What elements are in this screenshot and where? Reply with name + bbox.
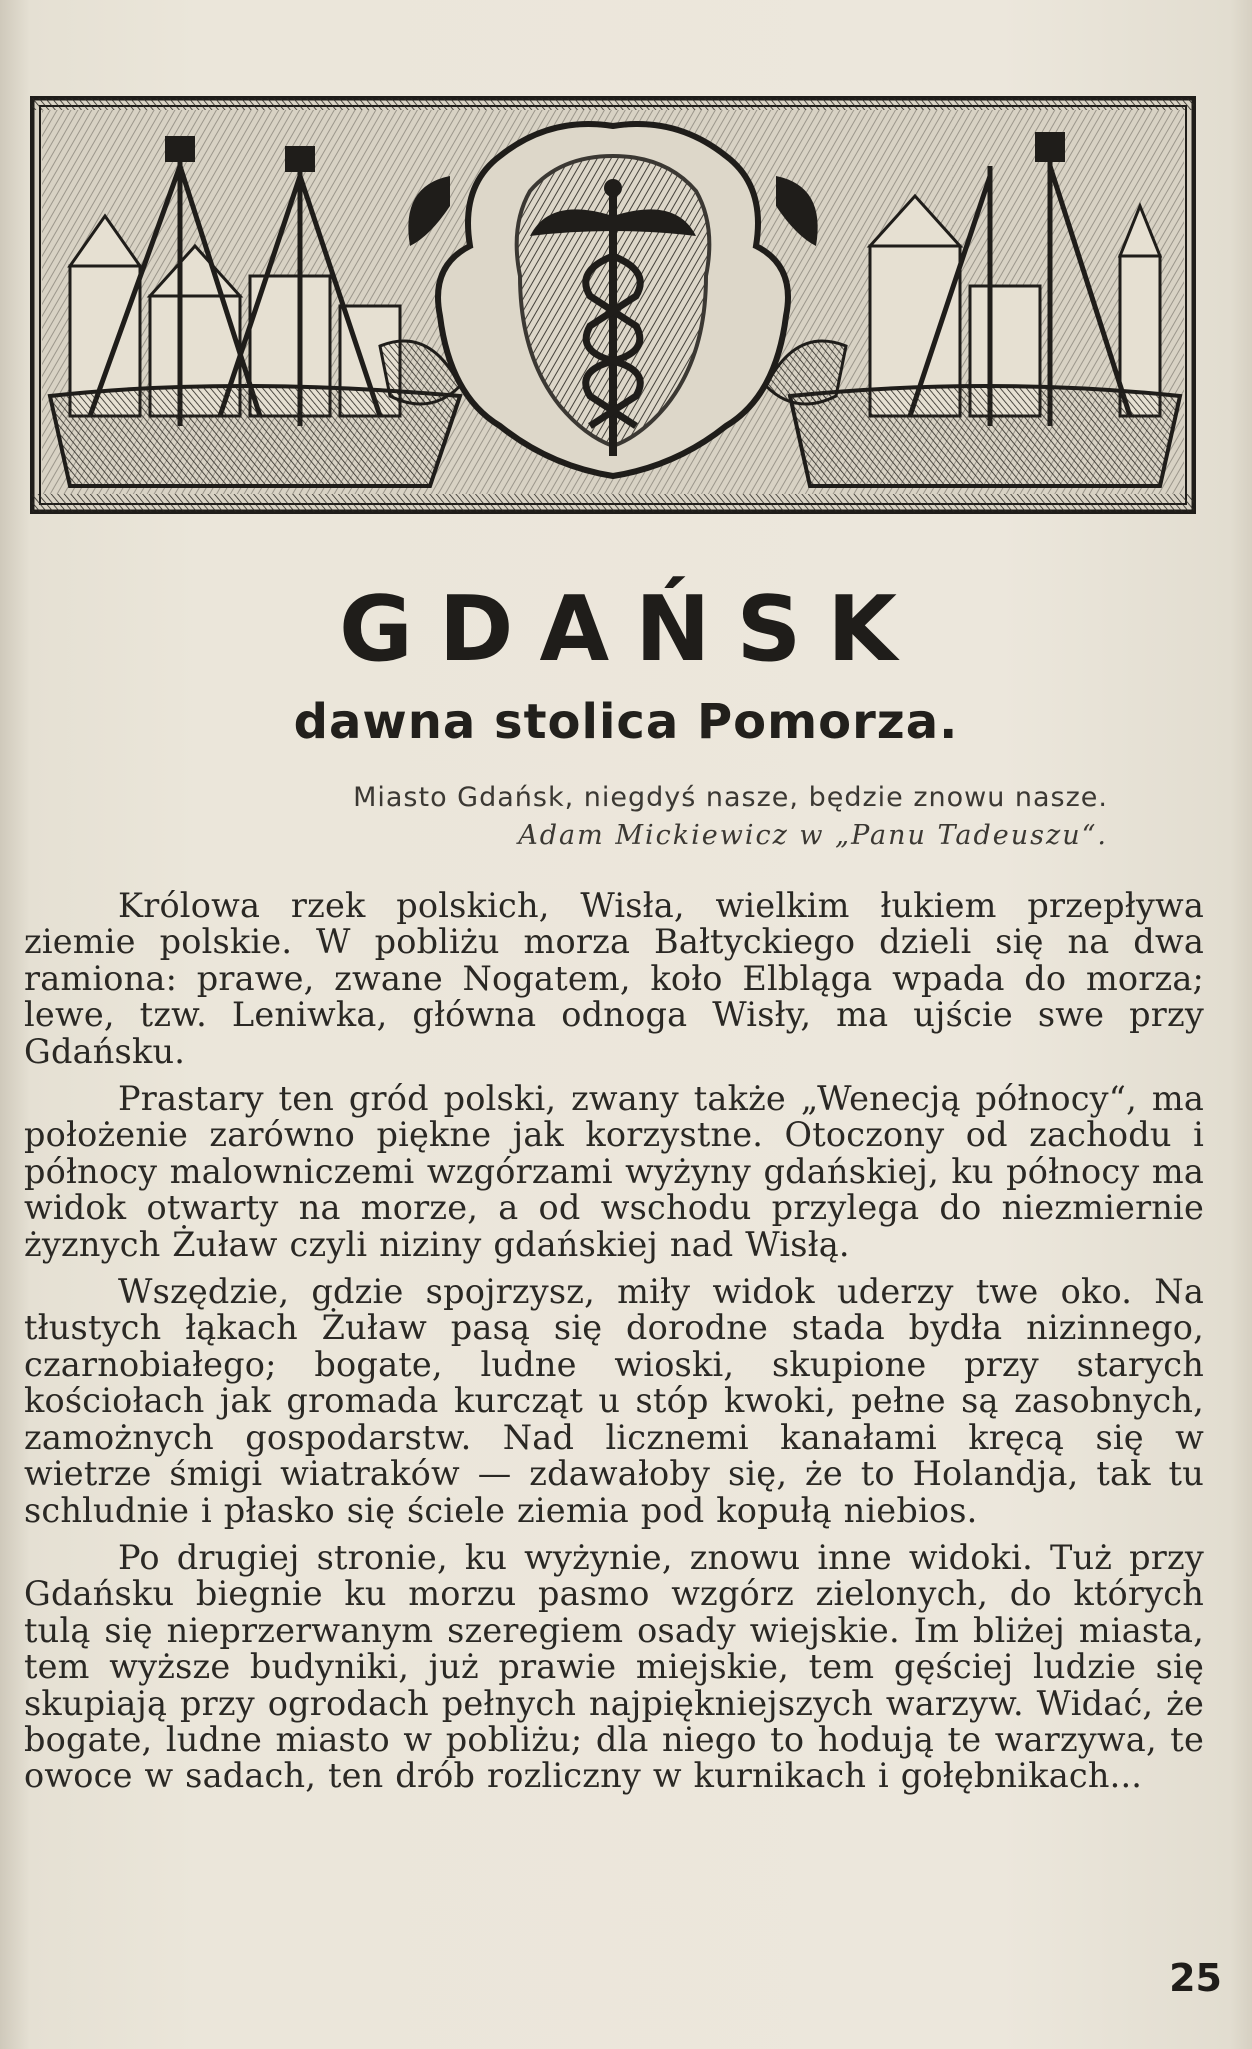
paragraph: Prastary ten gród polski, zwany także „Wenecją północy“, ma położenie zarówno piękne jak korzystne. Otoczony od zachodu i północy malowniczemi wzgórzami wyżyny gdańskiej, ku północy ma widok otwarty na morze, a od wschodu przylega do niezmiernie żyznych Żuław czyli niziny gdańskiej nad Wisłą.	[24, 1079, 1204, 1264]
page-title: GDAŃSK	[338, 577, 924, 682]
article-body	[24, 888, 1204, 1806]
page-number: 25	[1169, 1956, 1222, 2000]
epigraph-author: Adam Mickiewicz w „Panu Tadeuszu“.	[518, 820, 1108, 851]
epigraph-quote: Miasto Gdańsk, niegdyś nasze, będzie znowu nasze.	[353, 782, 1108, 813]
paragraph: Po drugiej stronie, ku wyżynie, znowu inne widoki. Tuż przy Gdańsku biegnie ku morzu pasmo wzgórz zielonych, do których tulą się nieprzerwanym szeregiem osady wiejskie. Im bliżej miasta, tem wyższe budyniki, już prawie miejskie, tem gęściej ludzie się skupiają przy ogrodach pełnych najpiękniejszych warzyw. Widać, że bogate, ludne miasto w pobliżu; dla niego to hodują te warzywa, te owoce w sadach, ten drób rozliczny w kurnikach i gołębnikach...	[24, 1537, 1204, 1796]
page-subtitle: dawna stolica Pomorza.	[293, 694, 959, 750]
paragraph: Królowa rzek polskich, Wisła, wielkim łukiem przepływa ziemie polskie. W pobliżu morza Bałtyckiego dzieli się na dwa ramiona: prawe, zwane Nogatem, koło Elbląga wpada do morza; lewe, tzw. Leniwka, główna odnoga Wisły, ma ujście swe przy Gdańsku.	[24, 886, 1204, 1071]
paragraph: Wszędzie, gdzie spojrzysz, miły widok uderzy twe oko. Na tłustych łąkach Żuław pasą się dorodne stada bydła nizinnego, czarnobiałego; bogate, ludne wioski, skupione przy starych kościołach jak gromada kurcząt u stóp kwoki, pełne są zasobnych, zamożnych gospodarstw. Nad licznemi kanałami kręcą się w wietrze śmigi wiatraków — zdawałoby się, że to Holandja, tak tu schludnie i płasko się ściele ziemia pod kopułą niebios.	[24, 1272, 1204, 1530]
woodcut-banner-illustration	[30, 96, 1196, 514]
